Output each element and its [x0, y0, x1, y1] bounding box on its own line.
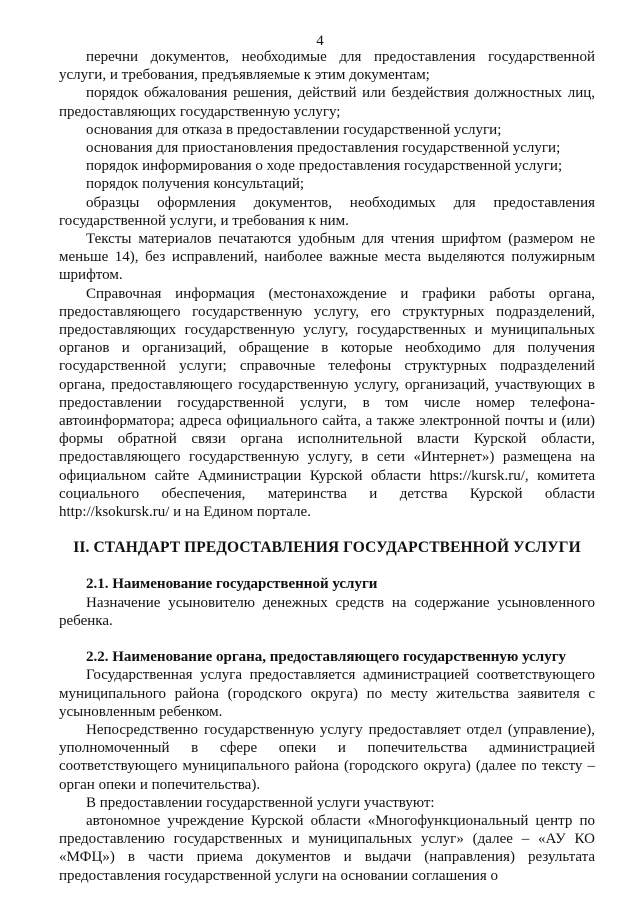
page-number: 4 [316, 33, 324, 49]
paragraph: порядок информирования о ходе предоставления государственной услуги; [86, 158, 563, 175]
paragraph: В предоставлении государственной услуги участвуют: [86, 794, 435, 811]
paragraph: порядок обжалования решения, действий или бездействия должностных лиц, предоставляющих государственную услугу; [59, 85, 595, 120]
page-body [59, 48, 595, 885]
paragraph: порядок получения консультаций; [86, 176, 305, 193]
paragraph: Непосредственно государственную услугу предоставляет отдел (управление), уполномоченный в сфере опеки и попечительства администрацией соответствующего муниципального района (городского округа) (далее по тексту – орган опеки и попечительства). [59, 721, 595, 793]
subsection-heading-2-1: 2.1. Наименование государственной услуги [86, 576, 378, 593]
paragraph: Тексты материалов печатаются удобным для чтения шрифтом (размером не меньше 14), без исправлений, наиболее важные места выделяются полужирным шрифтом. [59, 231, 595, 284]
paragraph: перечни документов, необходимые для предоставления государственной услуги, и требования, предъявляемые к этим документам; [59, 49, 595, 84]
paragraph: Справочная информация (местонахождение и графики работы органа, предоставляющего государственную услугу, его структурных подразделений, предоставляющих государственную услугу, государственных и муниципальных органов и организаций, обращение в которые необходимо для получения государственной услуги; справочные телефоны структурных подразделений органа, предоставляющего государственную услугу, организаций, участвующих в предоставлении государственной услуги, в том числе номер телефона-автоинформатора; адреса официального сайта, а также электронной почты и (или) формы обратной связи органа исполнительной власти Курской области, предоставляющего государственную услугу, в сети «Интернет») размещена на официальном сайте Администрации Курской области https://kursk.ru/, комитета социального обеспечения, материнства и детства Курской области http://ksokursk.ru/ и на Едином портале. [59, 285, 595, 521]
paragraph: основания для приостановления предоставления государственной услуги; [86, 140, 561, 157]
paragraph: Государственная услуга предоставляется администрацией соответствующего муниципального района (городского округа) по месту жительства заявителя с усыновленным ребенком. [59, 667, 595, 720]
paragraph: основания для отказа в предоставлении государственной услуги; [86, 121, 502, 138]
paragraph: автономное учреждение Курской области «Многофункциональный центр по предоставлению государственных и муниципальных услуг» (далее – «АУ КО «МФЦ») в части приема документов и выдачи (направления) результата предоставления государственной услуги на основании соглашения о [59, 812, 595, 884]
section-title: II. СТАНДАРТ ПРЕДОСТАВЛЕНИЯ ГОСУДАРСТВЕННОЙ УСЛУГИ [73, 539, 581, 557]
paragraph: образцы оформления документов, необходимых для предоставления государственной услуги, и требования к ним. [59, 194, 595, 229]
paragraph: Назначение усыновителю денежных средств на содержание усыновленного ребенка. [59, 594, 595, 629]
subsection-heading-2-2: 2.2. Наименование органа, предоставляющего государственную услугу [86, 649, 567, 666]
